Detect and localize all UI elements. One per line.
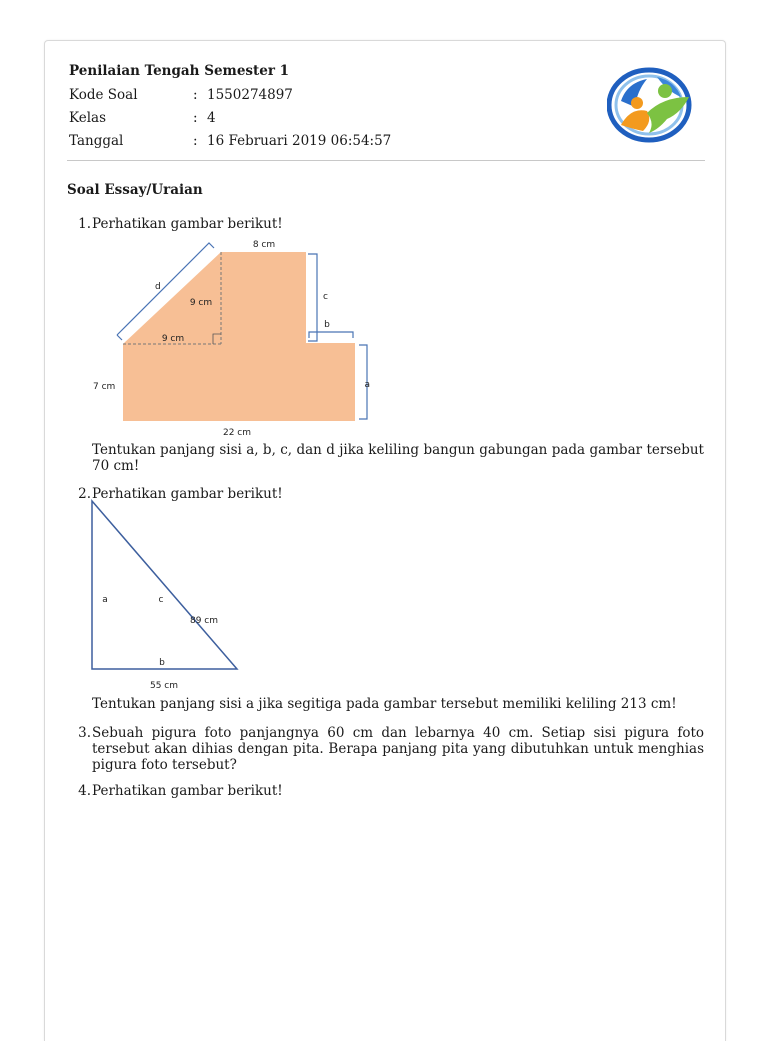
question-text: Sebuah pigura foto panjangnya 60 cm dan lebarnya 40 cm. Setiap sisi pigura foto tersebut akan dihias dengan pita. Berapa panjang pita yang dibutuhkan untuk menghias pigura foto tersebut? (92, 725, 704, 773)
question-text: Tentukan panjang sisi a jika segitiga pada gambar tersebut memiliki keliling 213 cm! (92, 696, 677, 712)
exam-title: Penilaian Tengah Semester 1 (69, 63, 290, 79)
question-text: Tentukan panjang sisi a, b, c, dan d jika keliling bangun gabungan pada gambar tersebut 70 cm! (92, 442, 704, 474)
right-triangle (92, 501, 237, 669)
document-page (44, 40, 726, 1041)
meta-colon: : (193, 87, 198, 103)
label-c: c (158, 595, 164, 605)
meta-value: 16 Februari 2019 06:54:57 (207, 133, 392, 149)
label-top-8cm: 8 cm (252, 240, 276, 250)
meta-label: Kelas (69, 110, 107, 126)
figure-composite-shape (91, 237, 371, 439)
composite-shape (123, 252, 355, 421)
meta-label: Kode Soal (69, 87, 138, 103)
label-d: d (155, 282, 161, 292)
label-c: c (323, 292, 328, 302)
label-a: a (102, 595, 108, 605)
bracket-b (309, 332, 353, 338)
header-divider (67, 160, 705, 161)
label-b: b (324, 320, 330, 330)
meta-colon: : (193, 133, 198, 149)
label-bottom-22cm: 22 cm (222, 428, 252, 438)
label-hypotenuse-89cm: 89 cm (189, 616, 219, 626)
question-number: 3. (78, 725, 91, 741)
meta-value: 1550274897 (207, 87, 293, 103)
label-triangle-height: 9 cm (189, 298, 213, 308)
question-number: 4. (78, 783, 91, 799)
meta-colon: : (193, 110, 198, 126)
meta-value: 4 (207, 110, 216, 126)
question-intro: Perhatikan gambar berikut! (92, 783, 283, 799)
question-number: 2. (78, 486, 91, 502)
label-b: b (159, 658, 165, 668)
label-a: a (364, 380, 370, 390)
question-intro: Perhatikan gambar berikut! (92, 216, 283, 232)
question-number: 1. (78, 216, 91, 232)
globe-people-logo-icon (607, 67, 697, 143)
bracket-c (308, 254, 317, 341)
section-title: Soal Essay/Uraian (67, 182, 203, 198)
meta-label: Tanggal (69, 133, 124, 149)
figure-right-triangle (89, 499, 289, 694)
bracket-d-end (117, 335, 122, 340)
label-left-7cm: 7 cm (93, 382, 116, 392)
question-intro: Perhatikan gambar berikut! (92, 486, 283, 502)
label-base-55cm: 55 cm (149, 681, 179, 691)
label-triangle-base: 9 cm (161, 334, 185, 344)
